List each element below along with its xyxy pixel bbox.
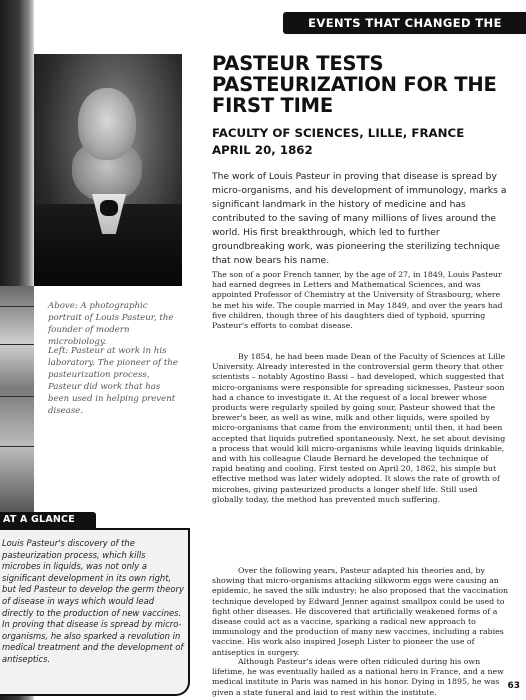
caption-left: Left: Pasteur at work in his laboratory. The pioneer of the pasteurization process, Pasteur did work that has been used in helping prevent disease. [48,346,178,416]
lab-photo-shelf [0,446,34,447]
laboratory-photo [0,286,34,516]
portrait-photo [34,54,182,286]
article-paragraph: Although Pasteur's ideas were often ridiculed during his own lifetime, he was eventually hailed as a national hero in France, and a new medical institute in Paris was named in his honor. Dying in 1895, he was given a state funeral and laid to rest within the institute. [212,657,504,697]
article-paragraph: The son of a poor French tanner, by the age of 27, in 1849, Louis Pasteur had earned degrees in Letters and Mathematical Sciences, and was appointed Professor of Chemistry at the University of Strasbourg, where he met his wife. The couple married in May 1849, and over the years had five children, though three of his daughters died of typhoid, spurring Pasteur's efforts to combat disease. [212,270,503,331]
article-location: FACULTY OF SCIENCES, LILLE, FRANCE [212,126,465,140]
page-number: 63 [507,681,520,691]
at-a-glance-title: AT A GLANCE [3,514,75,525]
portrait-tie [100,200,118,216]
article-paragraph: Over the following years, Pasteur adapted his theories and, by showing that micro-organisms attacking silkworm eggs were causing an epidemic, he saved the silk industry; he also proposed that the vaccination technique developed by Edward Jenner against smallpox could be used to fight other diseases. He discovered that artificially weakened forms of a disease could act as a vaccine, sparking a radical new approach to immunology and the production of many new vaccines, including a rabies vaccine. His work also inspired Joseph Lister to pioneer the use of antiseptics in surgery. [212,566,509,657]
section-header: EVENTS THAT CHANGED THE WORLD [308,16,502,48]
lab-photo-shelf [0,306,34,307]
at-a-glance-panel [0,528,190,696]
article-paragraph: By 1854, he had been made Dean of the Faculty of Sciences at Lille University. Already interested in the controversial germ theory that other scientists – notably Agostino Bassi – had developed, which suggested that micro-organisms were responsible for spreading sicknesses, Pasteur soon had a chance to investigate it. At the request of a local brewer whose products were regularly spoiled by going sour, Pasteur showed that the brewer's beer, as well as wine, milk and other liquids, were spoiled by micro-organisms that came from the environment; until then, it had been accepted that liquids putrefied spontaneously. Next, he set about devising a process that would kill micro-organisms while leaving liquids drinkable, and with his colleague Claude Bernard he developed the technique of rapid heating and cooling. First tested on April 20, 1862, his simple but effective method was later widely adopted. It slows the rate of growth of microbes, giving pasteurized products a longer shelf life. Still used globally today, the method has prevented much suffering. [212,352,506,504]
article-title: PASTEUR TESTS PASTEURIZATION FOR THE FIRST TIME [212,52,497,117]
at-a-glance-text: Louis Pasteur's discovery of the pasteurization process, which kills microbes in liquids, was not only a significant development in its own right, but led Pasteur to develop the germ theory of disease in ways which would lead directly to the production of new vaccines. In proving that disease is spread by micro-organisms, he also sparked a revolution in medical treatment and the development of antiseptics. [2,538,184,664]
portrait-face [78,88,136,160]
caption-above: Above: A photographic portrait of Louis Pasteur, the founder of modern microbiology. [48,301,174,347]
lab-photo-shelf [0,344,34,345]
article-date: APRIL 20, 1862 [212,143,313,157]
lab-photo-shelf [0,396,34,397]
at-a-glance-box [0,512,196,700]
article-intro: The work of Louis Pasteur in proving that disease is spread by micro-organisms, and his development of immunology, marks a significant landmark in the history of medicine and has contributed to the saving of many millions of lives around the world. His first breakthrough, which led to further groundbreaking work, was pioneering the sterilizing technique that now bears his name. [212,171,507,266]
